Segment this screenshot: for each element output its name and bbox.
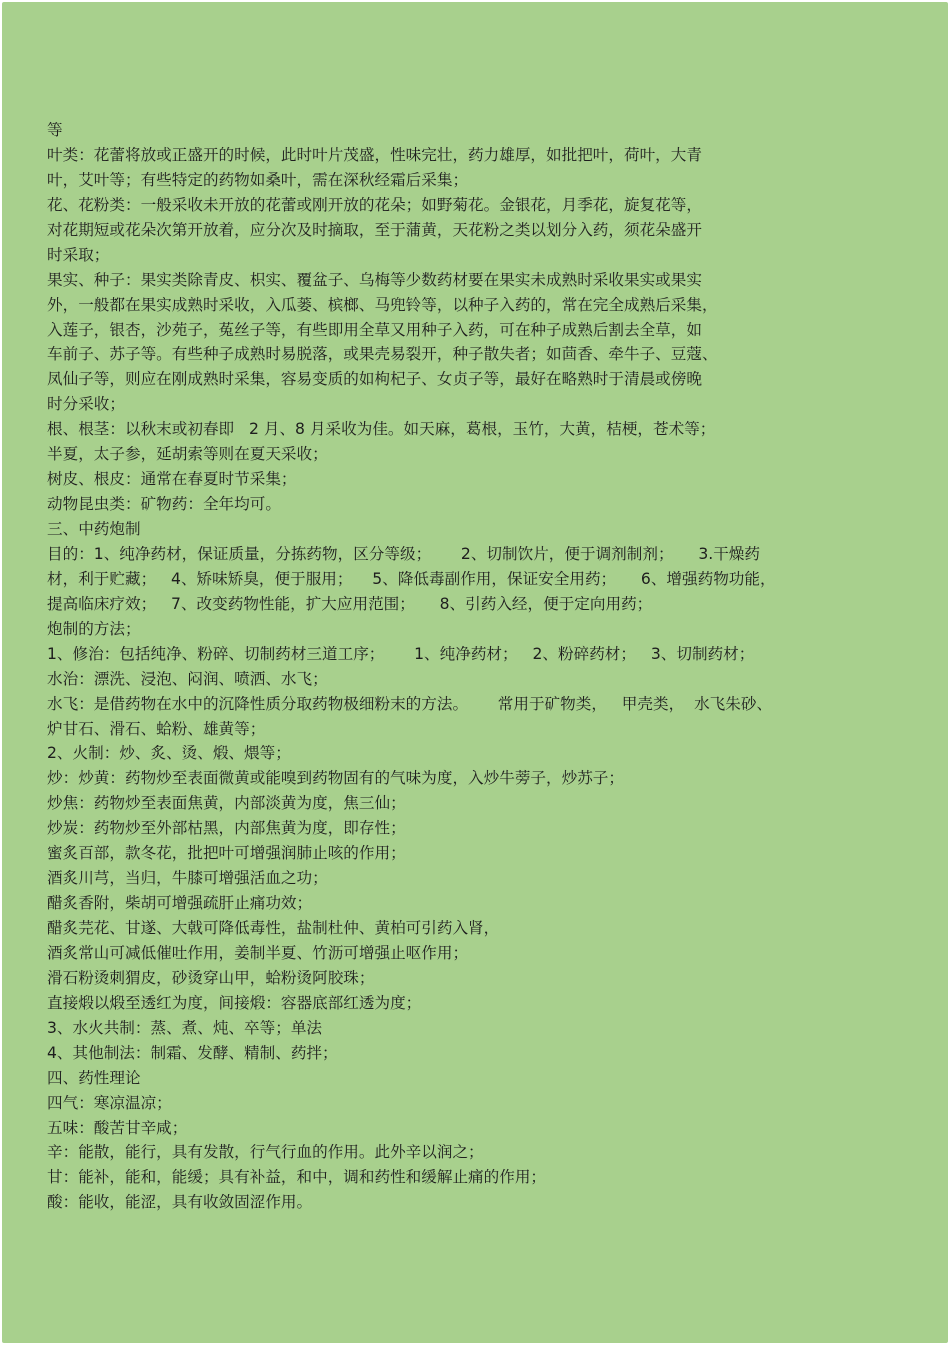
text-line: 等 [47, 121, 63, 139]
document-body [47, 118, 867, 1215]
text-line: 树皮、根皮：通常在春夏时节采集； [47, 470, 297, 489]
text-line: 炮制的方法； [47, 619, 141, 638]
text-line: 甘：能补，能和，能缓；具有补益，和中，调和药性和缓解止痛的作用； [47, 1168, 547, 1187]
text-line: 三、中药炮制 [47, 520, 141, 538]
text-line: 时分采收； [47, 395, 125, 414]
text-line: 叶，艾叶等；有些特定的药物如桑叶，需在深秋经霜后采集； [47, 170, 469, 189]
text-line: 五味：酸苦甘辛咸； [47, 1118, 188, 1137]
text-line: 辛：能散，能行，具有发散，行气行血的作用。此外辛以润之； [47, 1143, 484, 1162]
text-line: 3、水火共制：蒸、煮、炖、卒等；单法 [47, 1018, 323, 1037]
document-page [2, 2, 948, 1343]
text-line: 酸：能收，能涩，具有收敛固涩作用。 [47, 1193, 313, 1212]
text-line: 直接煅以煅至透红为度，间接煅：容器底部红透为度； [47, 993, 422, 1012]
text-line: 凤仙子等，则应在刚成熟时采集，容易变质的如枸杞子、女贞子等，最好在略熟时于清晨或傍晚 [47, 370, 702, 389]
text-line: 目的：1、纯净药材，保证质量，分拣药物，区分等级； 2、切制饮片，便于调剂制剂； 3.干燥药 [47, 544, 760, 563]
text-line: 炒炭：药物炒至外部枯黑，内部焦黄为度，即存性； [47, 819, 406, 838]
text-line: 酒炙川芎，当归，牛膝可增强活血之功； [47, 869, 328, 888]
text-line: 炒：炒黄：药物炒至表面微黄或能嗅到药物固有的气味为度，入炒牛蒡子，炒苏子； [47, 769, 624, 788]
text-line: 水治：漂洗、浸泡、闷润、喷洒、水飞； [47, 669, 328, 688]
text-line: 车前子、苏子等。有些种子成熟时易脱落，或果壳易裂开，种子散失者；如茴香、牵牛子、豆蔻、 [47, 345, 718, 364]
text-line: 酒炙常山可减低催吐作用，姜制半夏、竹沥可增强止呕作用； [47, 943, 469, 962]
text-line: 1、修治：包括纯净、粉碎、切制药材三道工序； 1、纯净药材； 2、粉碎药材； 3、切制药材； [47, 644, 755, 663]
text-line: 醋炙芫花、甘遂、大戟可降低毒性，盐制杜仲、黄柏可引药入肾， [47, 919, 500, 937]
text-line: 蜜炙百部，款冬花，批把叶可增强润肺止咳的作用； [47, 844, 406, 863]
text-line: 四、药性理论 [47, 1068, 141, 1087]
text-line: 外，一般都在果实成熟时采收，入瓜蒌、槟榔、马兜铃等，以种子入药的，常在完全成熟后采集， [47, 295, 718, 314]
text-line: 动物昆虫类：矿物药：全年均可。 [47, 495, 281, 514]
text-line: 时采取； [47, 245, 110, 264]
text-line: 对花期短或花朵次第开放着，应分次及时摘取，至于蒲黄，天花粉之类以划分入药，须花朵盛开 [47, 220, 702, 239]
text-line: 4、其他制法：制霜、发酵、精制、药拌； [47, 1043, 338, 1062]
text-line: 炉甘石、滑石、蛤粉、雄黄等； [47, 719, 266, 738]
text-line: 醋炙香附，柴胡可增强疏肝止痛功效； [47, 894, 313, 913]
text-line: 炒焦：药物炒至表面焦黄，内部淡黄为度，焦三仙； [47, 794, 406, 813]
text-line: 果实、种子：果实类除青皮、枳实、覆盆子、乌梅等少数药材要在果实未成熟时采收果实或果实 [47, 270, 702, 289]
text-line: 入莲子，银杏，沙苑子，菟丝子等，有些即用全草又用种子入药，可在种子成熟后割去全草，如 [47, 320, 702, 339]
text-line: 根、根茎：以秋末或初春即 2 月、8 月采收为佳。如天麻，葛根，玉竹，大黄，桔梗，苍术等； [47, 420, 716, 439]
text-line: 水飞：是借药物在水中的沉降性质分取药物极细粉末的方法。 常用于矿物类， 甲壳类， 水飞朱砂、 [47, 694, 773, 713]
text-line: 半夏，太子参，延胡索等则在夏天采收； [47, 445, 328, 464]
text-line: 材，利于贮藏； 4、矫味矫臭，便于服用； 5、降低毒副作用，保证安全用药； 6、增强药物功能， [47, 569, 776, 588]
text-line: 叶类：花蕾将放或正盛开的时候，此时叶片茂盛，性味完壮，药力雄厚，如批把叶，荷叶，大青 [47, 145, 702, 164]
text-line: 滑石粉烫刺猬皮，砂烫穿山甲，蛤粉烫阿胶珠； [47, 968, 375, 987]
text-line: 花、花粉类：一般采收未开放的花蕾或刚开放的花朵；如野菊花。金银花，月季花，旋复花等， [47, 195, 702, 214]
text-line: 提高临床疗效； 7、改变药物性能，扩大应用范围； 8、引药入经，便于定向用药； [47, 594, 653, 613]
text-line: 四气：寒凉温凉； [47, 1093, 172, 1112]
text-line: 2、火制：炒、炙、烫、煅、煨等； [47, 744, 291, 763]
